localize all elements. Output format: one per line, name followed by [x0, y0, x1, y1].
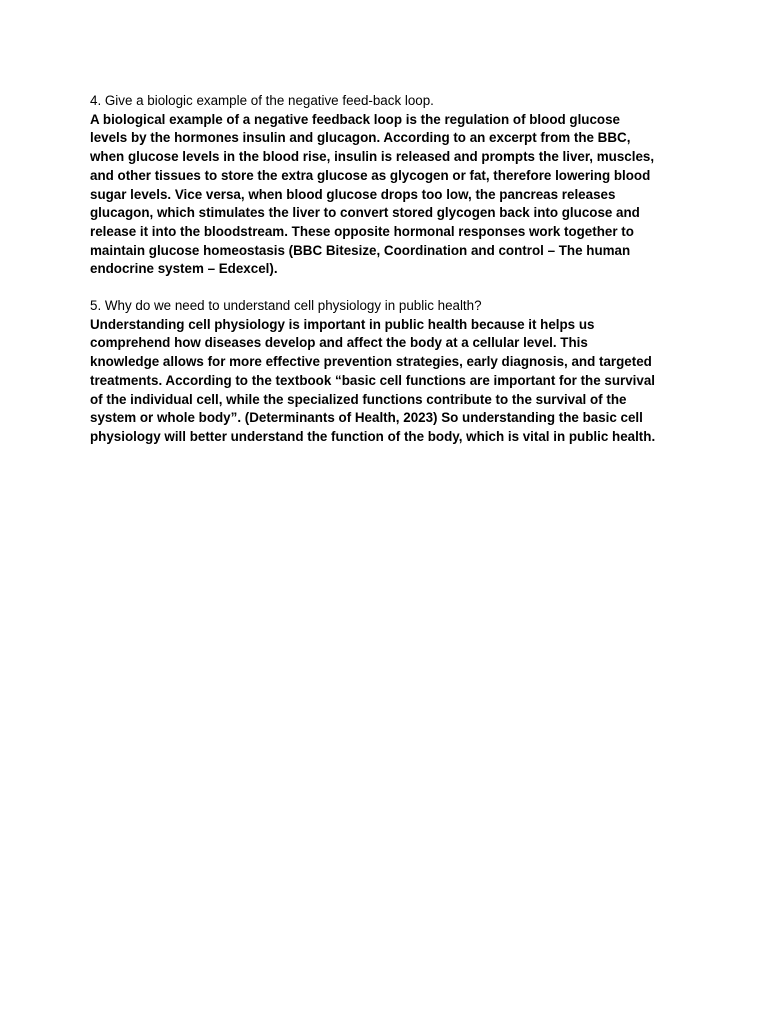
- answer-5: [90, 316, 690, 447]
- answer-line: sugar levels. Vice versa, when blood glucose drops too low, the pancreas releases: [90, 186, 616, 202]
- answer-line: of the individual cell, while the specialized functions contribute to the survival of the: [90, 391, 627, 407]
- answer-line: Understanding cell physiology is important in public health because it helps us: [90, 316, 595, 332]
- answer-line: levels by the hormones insulin and glucagon. According to an excerpt from the BBC,: [90, 130, 631, 146]
- answer-line: when glucose levels in the blood rise, insulin is released and prompts the liver, muscles,: [90, 149, 655, 165]
- answer-line: system or whole body”. (Determinants of Health, 2023) So understanding the basic cell: [90, 410, 643, 426]
- answer-line: comprehend how diseases develop and affect the body at a cellular level. This: [90, 335, 588, 351]
- answer-line: maintain glucose homeostasis (BBC Bitesize, Coordination and control – The human: [90, 242, 631, 258]
- answer-4: [90, 111, 690, 279]
- answer-line: endocrine system – Edexcel).: [90, 261, 278, 277]
- answer-line: knowledge allows for more effective prevention strategies, early diagnosis, and targeted: [90, 354, 652, 370]
- answer-line: and other tissues to store the extra glucose as glycogen or fat, therefore lowering blood: [90, 167, 651, 183]
- question-4: 4. Give a biologic example of the negative feed-back loop.: [90, 93, 434, 108]
- answer-line: physiology will better understand the function of the body, which is vital in public health.: [90, 428, 656, 444]
- question-block-4: [90, 92, 690, 279]
- answer-line: A biological example of a negative feedback loop is the regulation of blood glucose: [90, 111, 621, 127]
- answer-line: treatments. According to the textbook “basic cell functions are important for the survival: [90, 372, 655, 388]
- answer-line: release it into the bloodstream. These opposite hormonal responses work together to: [90, 223, 634, 239]
- question-block-5: [90, 297, 690, 447]
- question-5: 5. Why do we need to understand cell physiology in public health?: [90, 298, 482, 314]
- answer-line: glucagon, which stimulates the liver to convert stored glycogen back into glucose and: [90, 205, 640, 221]
- document-page: [90, 92, 690, 465]
